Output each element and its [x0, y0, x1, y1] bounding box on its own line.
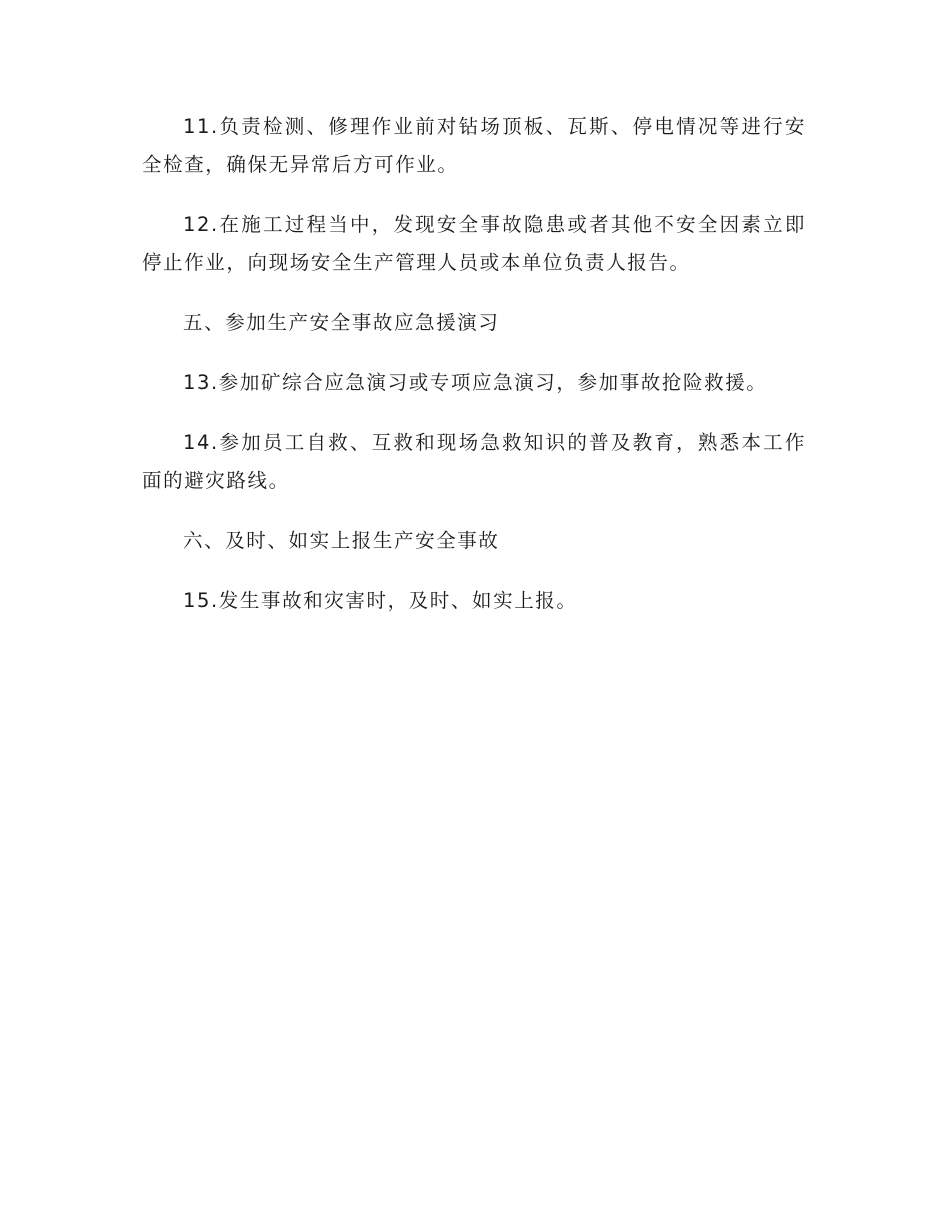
paragraph-item-15: 15.发生事故和灾害时，及时、如实上报。	[183, 589, 578, 612]
paragraph-item-11: 11.负责检测、修理作业前对钻场顶板、瓦斯、停电情况等进行安全检查，确保无异常后方可作业。	[142, 115, 806, 176]
section-heading-5: 五、参加生产安全事故应急援演习	[183, 311, 500, 334]
paragraph-item-14: 14.参加员工自救、互救和现场急救知识的普及教育，熟悉本工作面的避灾路线。	[142, 431, 806, 492]
document-body	[142, 108, 806, 642]
paragraph-item-13: 13.参加矿综合应急演习或专项应急演习，参加事故抢险救援。	[183, 371, 768, 394]
paragraph-item-12: 12.在施工过程当中，发现安全事故隐患或者其他不安全因素立即停止作业，向现场安全生产管理人员或本单位负责人报告。	[142, 213, 806, 274]
section-heading-6: 六、及时、如实上报生产安全事故	[183, 529, 500, 552]
